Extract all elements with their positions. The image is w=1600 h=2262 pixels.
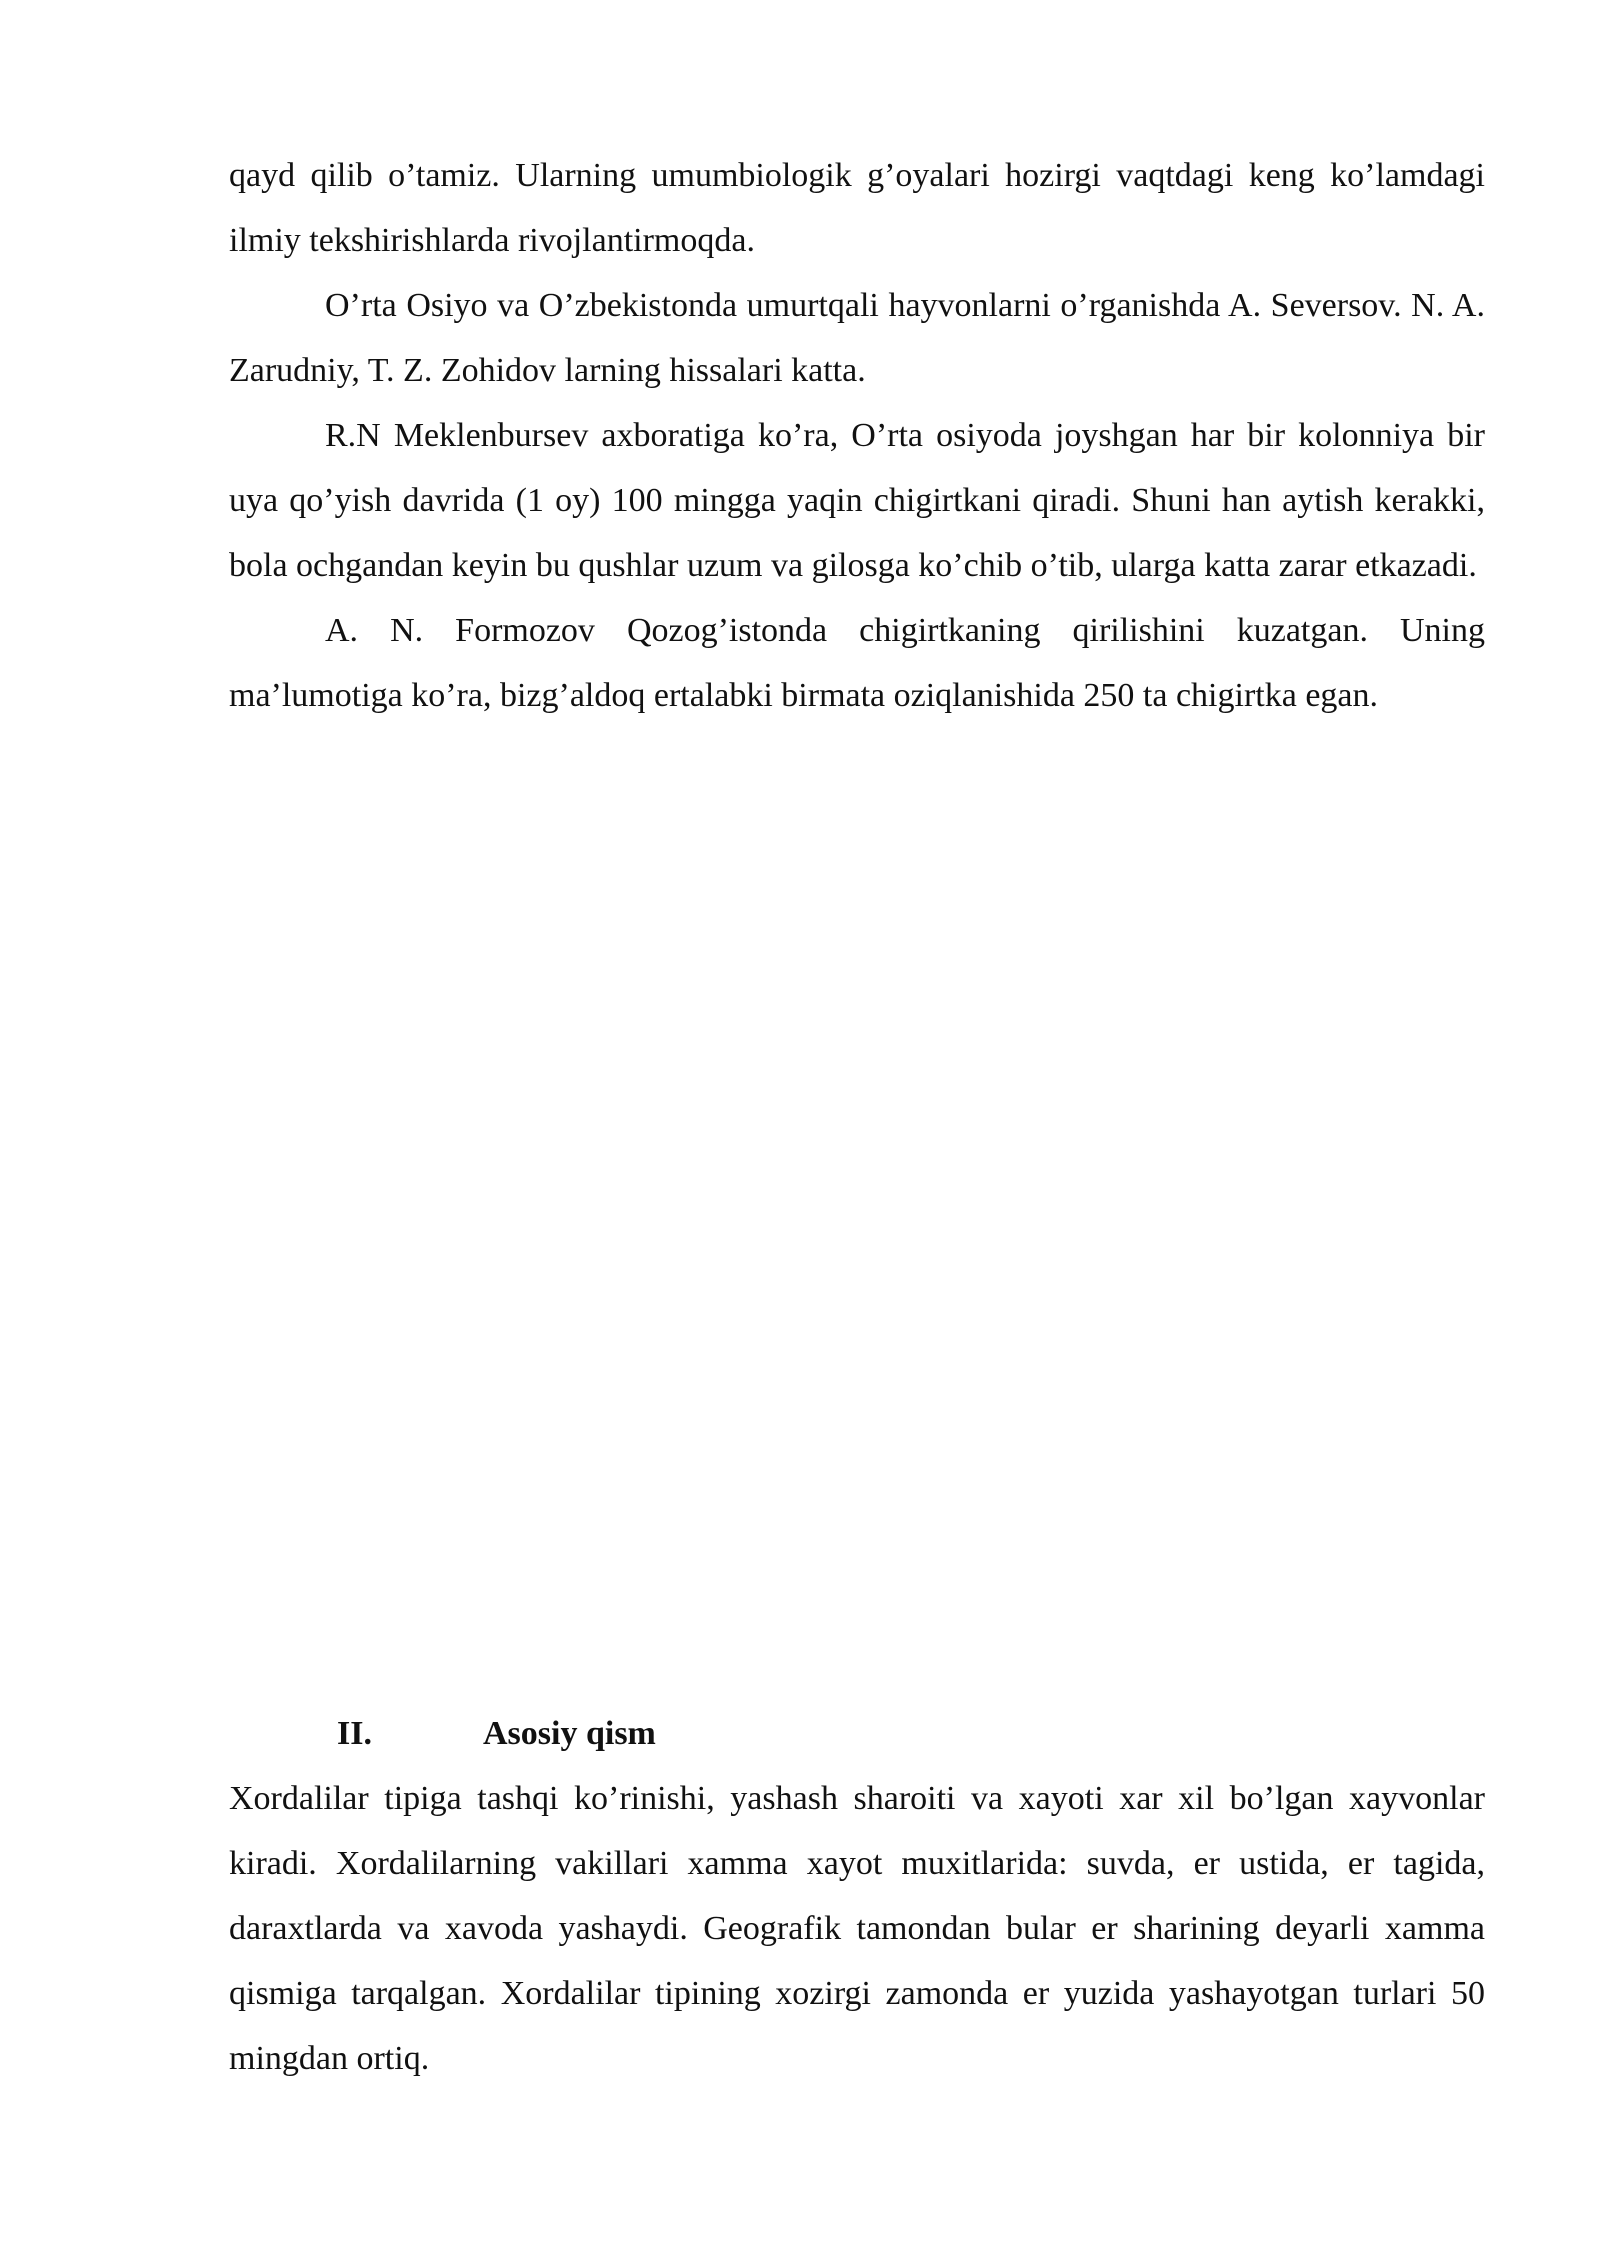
body-text-bottom xyxy=(229,1766,1485,2091)
paragraph: R.N Meklenbursev axboratiga ko’ra, O’rta osiyoda joyshgan har bir kolonniya bir uya qo’yish davrida (1 oy) 100 mingga yaqin chigirtkani qiradi. Shuni han aytish kerakki, bola ochgandan keyin bu qushlar uzum va gilosga ko’chib o’tib, ularga katta zarar etkazadi. xyxy=(229,417,1485,584)
paragraph: A. N. Formozov Qozog’istonda chigirtkaning qirilishini kuzatgan. Uning ma’lumotiga ko’ra, bizg’aldoq ertalabki birmata oziqlanishida 250 ta chigirtka egan. xyxy=(229,612,1485,714)
section-title: Asosiy qism xyxy=(483,1715,656,1752)
paragraph: O’rta Osiyo va O’zbekistonda umurtqali hayvonlarni o’rganishda A. Seversov. N. A. Zarudniy, T. Z. Zohidov larning hissalari katta. xyxy=(229,287,1485,389)
paragraph: Xordalilar tipiga tashqi ko’rinishi, yashash sharoiti va xayoti xar xil bo’lgan xayvonlar kiradi. Xordalilarning vakillari xamma xayot muxitlarida: suvda, er ustida, er tagida, daraxtlarda va xavoda yashaydi. Geografik tamondan bular er sharining deyarli xamma qismiga tarqalgan. Xordalilar tipining xozirgi zamonda er yuzida yashayotgan turlari 50 mingdan ortiq. xyxy=(229,1780,1485,2077)
section-heading xyxy=(337,1701,656,1766)
paragraph-continuation: qayd qilib o’tamiz. Ularning umumbiologik g’oyalari hozirgi vaqtdagi keng ko’lamdagi ilmiy tekshirishlarda rivojlantirmoqda. xyxy=(229,157,1485,259)
body-text-top xyxy=(229,143,1485,728)
section-number: II. xyxy=(337,1715,372,1752)
